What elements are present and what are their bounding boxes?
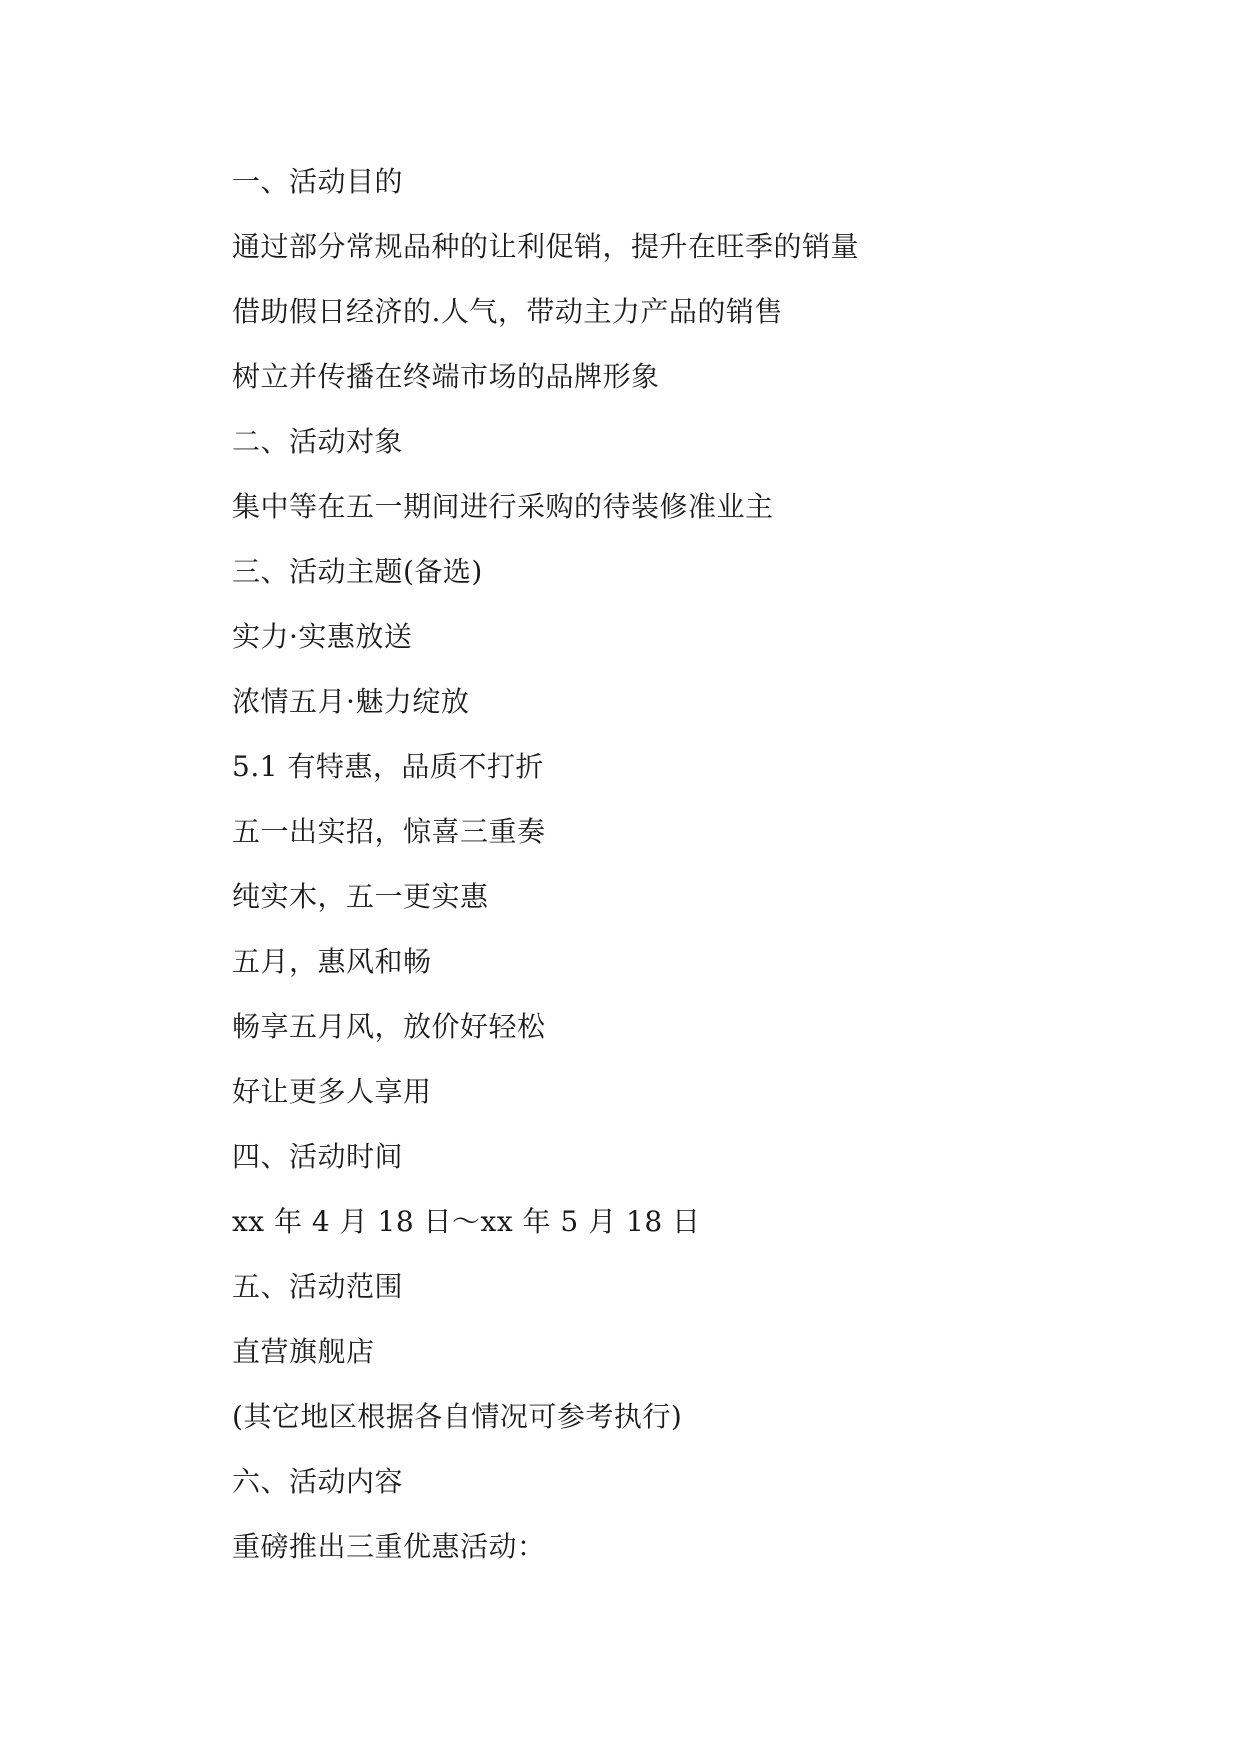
- purpose-line-3: 树立并传播在终端市场的品牌形象: [232, 360, 660, 393]
- theme-option-3: 5.1 有特惠，品质不打折: [232, 750, 544, 783]
- purpose-line-1: 通过部分常规品种的让利促销，提升在旺季的销量: [232, 230, 860, 263]
- theme-option-5: 纯实木，五一更实惠: [232, 880, 489, 913]
- section-heading-target: 二、活动对象: [232, 425, 404, 458]
- target-line-1: 集中等在五一期间进行采购的待装修准业主: [232, 490, 774, 523]
- section-heading-theme: 三、活动主题(备选): [232, 555, 483, 588]
- section-heading-purpose: 一、活动目的: [232, 165, 404, 198]
- content-line-1: 重磅推出三重优惠活动：: [232, 1530, 546, 1563]
- theme-option-6: 五月，惠风和畅: [232, 945, 432, 978]
- section-heading-content: 六、活动内容: [232, 1465, 404, 1498]
- theme-option-1: 实力·实惠放送: [232, 620, 413, 653]
- theme-option-2: 浓情五月·魅力绽放: [232, 685, 470, 718]
- theme-option-4: 五一出实招，惊喜三重奏: [232, 815, 546, 848]
- section-heading-time: 四、活动时间: [232, 1140, 404, 1173]
- theme-option-8: 好让更多人享用: [232, 1075, 432, 1108]
- document-body: [232, 160, 1132, 1590]
- scope-line-1: 直营旗舰店: [232, 1335, 375, 1368]
- theme-option-7: 畅享五月风，放价好轻松: [232, 1010, 546, 1043]
- scope-line-2: (其它地区根据各自情况可参考执行): [232, 1400, 683, 1433]
- time-line-1: xx 年 4 月 18 日～xx 年 5 月 18 日: [232, 1205, 701, 1238]
- section-heading-scope: 五、活动范围: [232, 1270, 404, 1303]
- purpose-line-2: 借助假日经济的.人气，带动主力产品的销售: [232, 295, 783, 328]
